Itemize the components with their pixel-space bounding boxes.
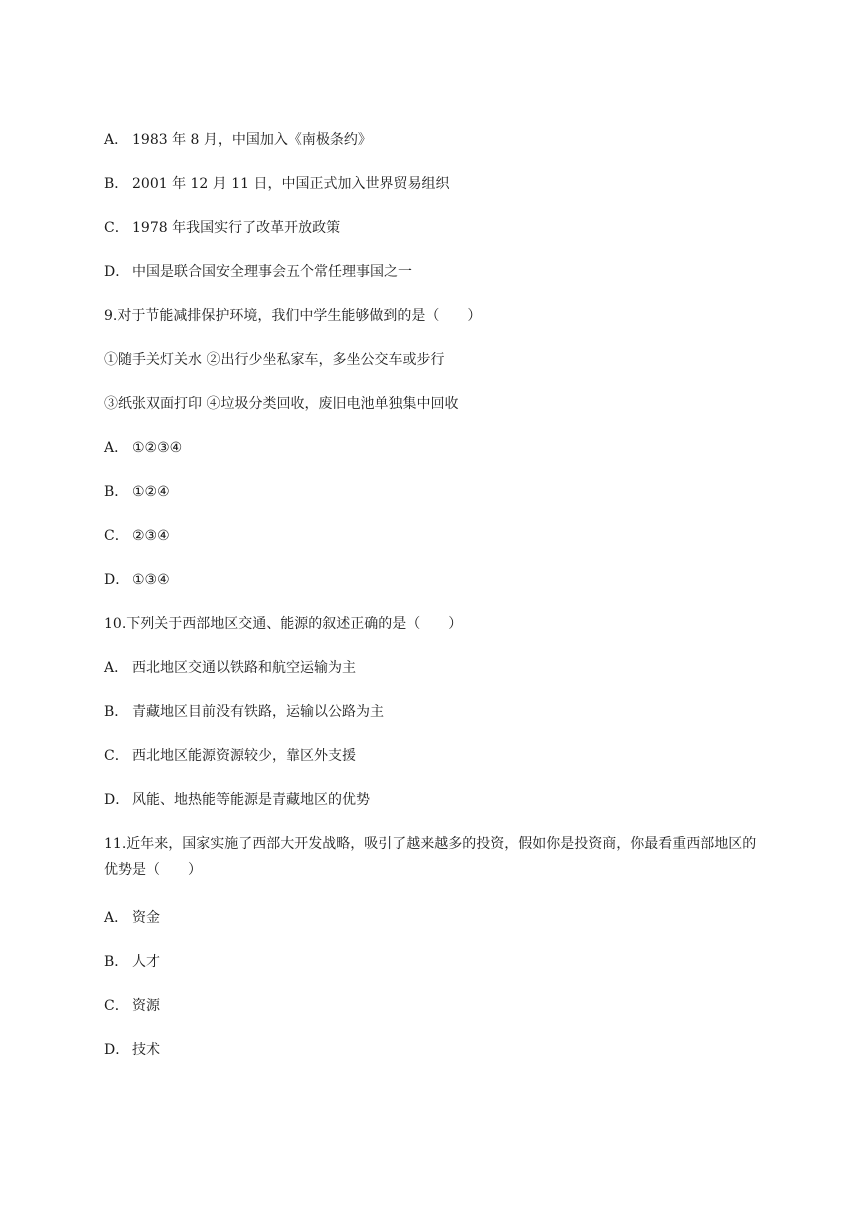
option-text: 2001 年 12 月 11 日，中国正式加入世界贸易组织	[132, 176, 450, 192]
option-text: ②③④	[132, 528, 170, 544]
option-text: 西北地区能源资源较少，靠区外支援	[132, 748, 356, 764]
option-letter: B．	[104, 954, 129, 970]
option-letter: A．	[104, 132, 129, 148]
option-text: 风能、地热能等能源是青藏地区的优势	[132, 792, 370, 808]
q11-option-d	[104, 1040, 160, 1060]
q8-option-b	[104, 174, 450, 194]
option-text: 青藏地区目前没有铁路，运输以公路为主	[132, 704, 384, 720]
q8-option-c	[104, 218, 340, 238]
option-text: 1983 年 8 月，中国加入《南极条约》	[132, 132, 372, 148]
q9-option-c	[104, 526, 170, 546]
option-letter: C．	[104, 998, 129, 1014]
q8-option-d	[104, 262, 412, 282]
option-letter: D．	[104, 572, 130, 588]
option-text: 1978 年我国实行了改革开放政策	[132, 220, 341, 236]
q11-option-c	[104, 996, 160, 1016]
q9-items-line-2: ③纸张双面打印 ④垃圾分类回收，废旧电池单独集中回收	[104, 396, 459, 412]
option-letter: B．	[104, 176, 129, 192]
option-letter: D．	[104, 1042, 130, 1058]
q10-stem: 10.下列关于西部地区交通、能源的叙述正确的是（ ）	[104, 616, 463, 632]
q9-items-line-1: ①随手关灯关水 ②出行少坐私家车，多坐公交车或步行	[104, 352, 445, 368]
option-text: ①②③④	[132, 440, 183, 456]
q9-stem: 9.对于节能减排保护环境，我们中学生能够做到的是（ ）	[104, 308, 482, 324]
q9-option-d	[104, 570, 170, 590]
option-letter: B．	[104, 704, 129, 720]
q10-option-d	[104, 790, 370, 810]
q11-stem: 11.近年来，国家实施了西部大开发战略，吸引了越来越多的投资，假如你是投资商，你最看重西部地区的优势是（ ）	[104, 836, 757, 878]
option-text: ①③④	[132, 572, 170, 588]
q9-option-b	[104, 482, 170, 502]
option-letter: B．	[104, 484, 129, 500]
option-letter: A．	[104, 440, 129, 456]
q10-option-c	[104, 746, 356, 766]
option-letter: C．	[104, 528, 129, 544]
option-text: ①②④	[132, 484, 170, 500]
option-text: 技术	[132, 1042, 160, 1058]
q9-option-a	[104, 438, 182, 458]
option-letter: D．	[104, 792, 130, 808]
option-text: 资金	[132, 910, 160, 926]
q10-option-a	[104, 658, 356, 678]
q11-option-a	[104, 908, 160, 928]
option-letter: D．	[104, 264, 130, 280]
option-letter: C．	[104, 748, 129, 764]
option-letter: C．	[104, 220, 129, 236]
option-letter: A．	[104, 660, 129, 676]
q10-option-b	[104, 702, 384, 722]
option-text: 中国是联合国安全理事会五个常任理事国之一	[132, 264, 412, 280]
option-text: 西北地区交通以铁路和航空运输为主	[132, 660, 356, 676]
option-letter: A．	[104, 910, 129, 926]
option-text: 资源	[132, 998, 160, 1014]
q8-option-a	[104, 130, 372, 150]
q11-option-b	[104, 952, 160, 972]
option-text: 人才	[132, 954, 160, 970]
